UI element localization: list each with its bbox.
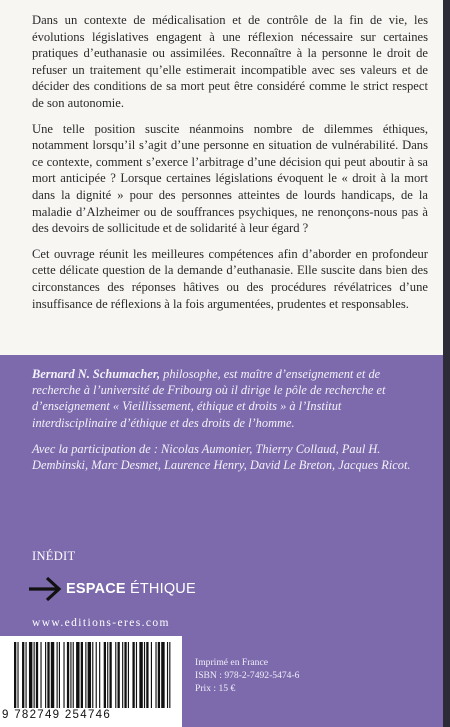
- barcode-box: [0, 636, 182, 727]
- blurb-text: [32, 12, 428, 312]
- author-name: Bernard N. Schumacher,: [32, 367, 161, 381]
- isbn: ISBN : 978-2-7492-5474-6: [195, 670, 300, 681]
- arrow-right-icon: [28, 576, 62, 602]
- blurb-panel: [0, 0, 450, 355]
- blurb-paragraph-1: Dans un contexte de médicalisation et de contrôle de la fin de vie, les évolutions législatives engagent à une réflexion nécessaire sur certaines pratiques d’euthanasie ou assimilées. Reconnaître à la personne le droit de refuser un traitement qu’elle estimerait incompatible avec ses valeurs et de décider des conditions de sa mort peut être considéré comme le strict respect de son autonomie.: [32, 13, 428, 110]
- contributors-list: Avec la participation de : Nicolas Aumonier, Thierry Collaud, Paul H. Dembinski, Marc Desmet, Laurence Henry, David Le Breton, Jacques Ricot.: [32, 441, 411, 473]
- collection-name-rest: ÉTHIQUE: [125, 581, 196, 597]
- printed-in: Imprimé en France: [195, 657, 268, 668]
- barcode-image: [12, 642, 174, 708]
- collection-logo: [28, 574, 196, 604]
- publisher-website: www.editions-eres.com: [32, 617, 170, 629]
- author-description: philosophe, est maître d’enseignement et de recherche à l’université de Fribourg où il dirige le pôle de recherche et d’enseignement « Vieillissement, éthique et droits » à l’Institut interdisciplinaire d’éthique et des droits de l’homme.: [32, 367, 386, 430]
- collection-name-bold: ESPACE: [66, 581, 126, 597]
- inedit-label: INÉDIT: [32, 549, 76, 563]
- print-info: [195, 656, 299, 695]
- barcode-digits: 9 782749 254746: [2, 709, 112, 721]
- blurb-paragraph-2: Une telle position suscite néanmoins nombre de dilemmes éthiques, notamment lorsqu’il s’agit d’une personne en situation de vulnérabilité. Dans ce contexte, comment s’exerce l’arbitrage d’une décision qui peut aboutir à sa mort anticipée ? Lorsque certaines législations évoquent le « droit à la mort dans la dignité » pour des personnes atteintes de lourds handicaps, de la maladie d’Alzheimer ou de souffrances psychiques, ne renonçons-nous pas à des devoirs de sollicitude et de solidarité à leur égard ?: [32, 121, 428, 236]
- author-bio: [32, 366, 426, 431]
- spine-edge: [443, 0, 450, 727]
- price: Prix : 15 €: [195, 683, 236, 694]
- blurb-paragraph-3: Cet ouvrage réunit les meilleures compétences afin d’aborder en profondeur cette délicate question de la demande d’euthanasie. Elle suscite dans bien des circonstances des réponses hâtives ou des procédures révélatrices d’une insuffisance de réflexions à la fois argumentées, prudentes et responsables.: [32, 246, 428, 311]
- collection-name: [66, 581, 196, 597]
